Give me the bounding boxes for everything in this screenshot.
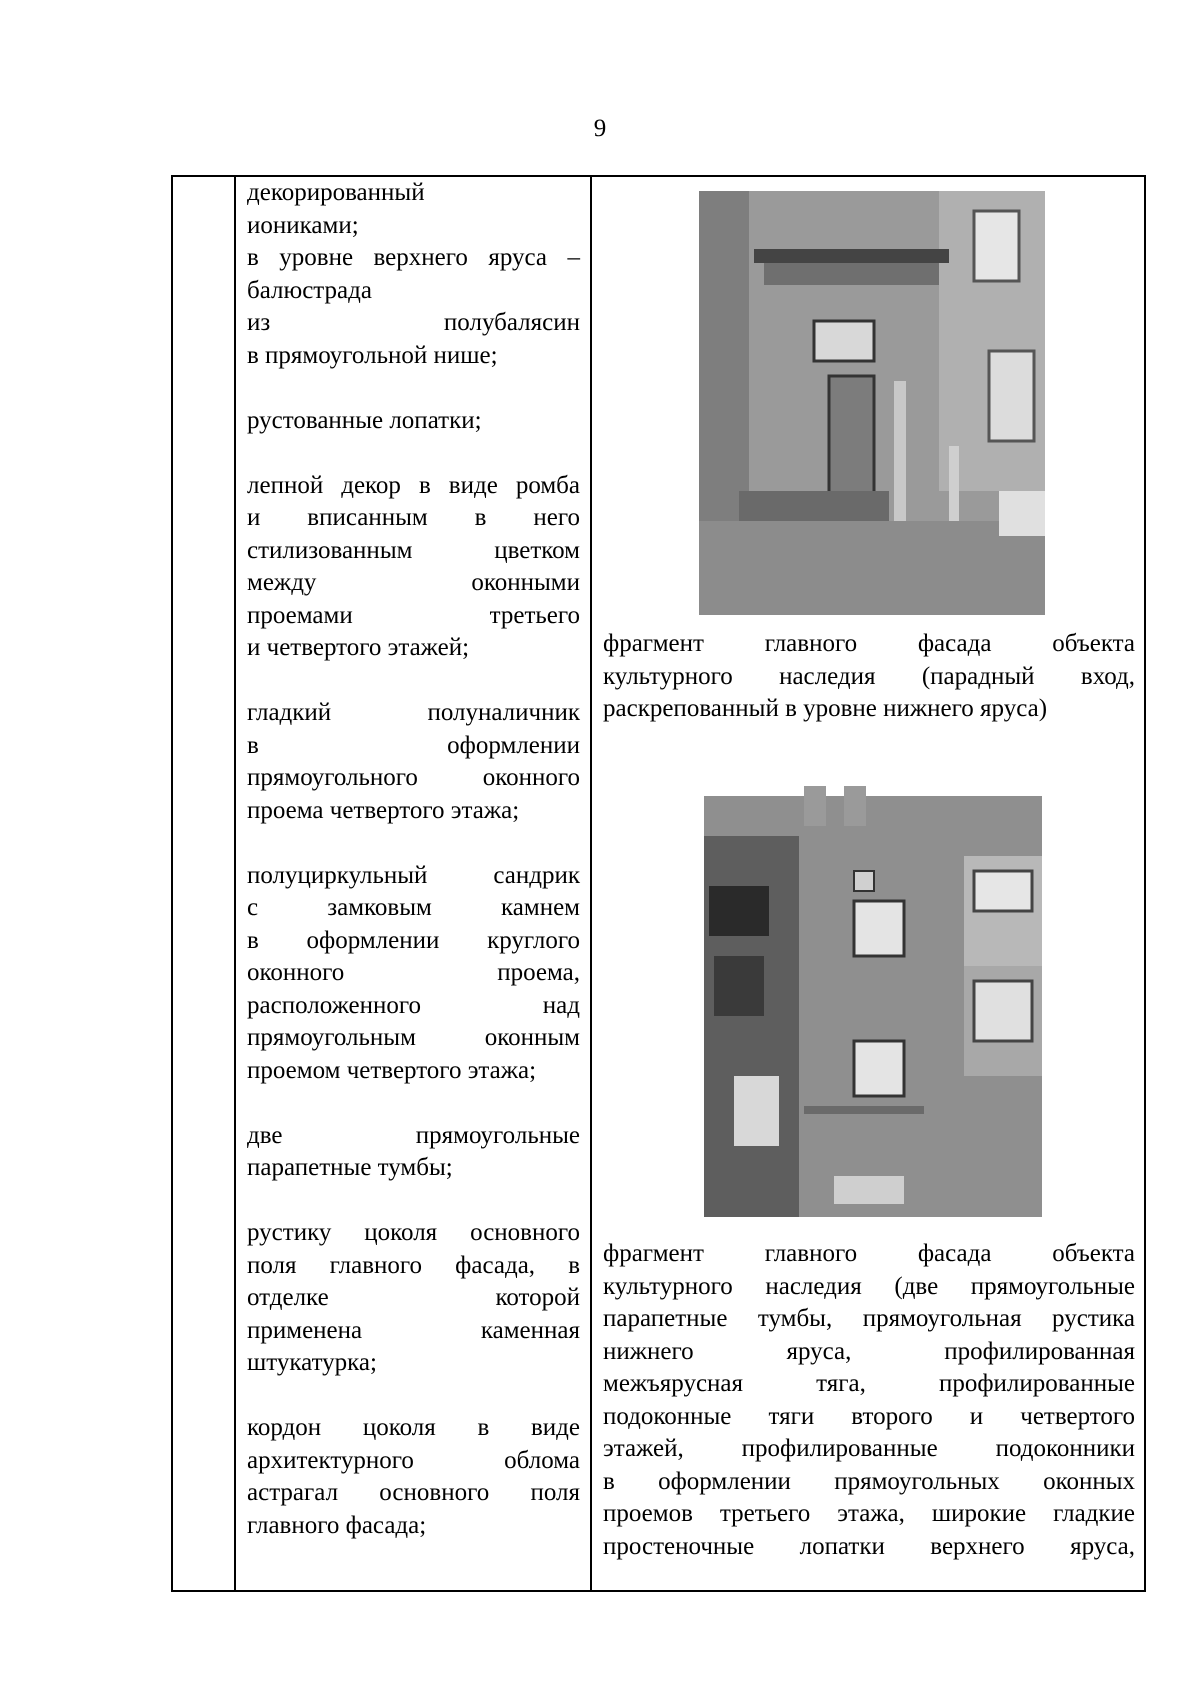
blank-line <box>247 827 580 860</box>
tumbs-photo-caption <box>603 1238 1135 1563</box>
feature-text-line: прямоугольным оконным <box>247 1024 580 1051</box>
blank-line <box>247 1087 580 1120</box>
feature-text-line: две прямоугольные <box>247 1121 580 1149</box>
entrance-photo-caption <box>603 628 1135 726</box>
caption-line: фрагмент главного фасада объекта <box>603 630 1135 657</box>
feature-text-line: между оконными <box>247 569 580 596</box>
feature-text-line: проемом четвертого этажа; <box>247 1056 537 1084</box>
feature-text-line: стилизованным цветком <box>247 536 580 564</box>
feature-text-line: в оформлении круглого <box>247 926 580 954</box>
column-divider-1 <box>234 177 236 1590</box>
blank-line <box>247 372 580 405</box>
feature-text-line: прямоугольного оконного <box>247 764 580 791</box>
features-text-column <box>247 177 580 1542</box>
feature-text-line: в оформлении <box>247 731 580 759</box>
feature-text-line: отделке которой <box>247 1284 580 1311</box>
blank-line <box>247 1380 580 1413</box>
caption-line: культурного наследия (парадный вход, <box>603 662 1135 690</box>
blank-line <box>247 665 580 698</box>
blank-line <box>247 437 580 470</box>
caption-line: проемов третьего этажа, широкие гладкие <box>603 1500 1135 1527</box>
document-table <box>171 175 1146 1592</box>
feature-text-line: в уровне верхнего яруса – <box>247 244 580 271</box>
feature-text-line: рустованные лопатки; <box>247 406 482 434</box>
feature-text-line: расположенного над <box>247 991 580 1019</box>
feature-text-line: поля главного фасада, в <box>247 1251 580 1279</box>
entrance-facade-photo <box>699 191 1045 615</box>
feature-text-line: в прямоугольной нише; <box>247 341 498 369</box>
feature-text-line: и четвертого этажей; <box>247 634 470 661</box>
column-divider-2 <box>590 177 592 1590</box>
caption-line: фрагмент главного фасада объекта <box>603 1240 1135 1267</box>
caption-line: парапетные тумбы, прямоугольная рустика <box>603 1305 1135 1332</box>
feature-text-line: из полубалясин <box>247 309 580 336</box>
feature-text-line: штукатурка; <box>247 1349 377 1376</box>
caption-line: раскрепованный в уровне нижнего яруса) <box>603 695 1048 722</box>
feature-text-line: балюстрада <box>247 276 372 304</box>
caption-line: простеночные лопатки верхнего яруса, <box>603 1532 1135 1560</box>
feature-text-line: проема четвертого этажа; <box>247 796 520 824</box>
feature-text-line: декорированный <box>247 179 425 206</box>
feature-text-line: парапетные тумбы; <box>247 1154 453 1181</box>
feature-text-line: астрагал основного поля <box>247 1479 580 1506</box>
feature-text-line: с замковым камнем <box>247 894 580 921</box>
feature-text-line: и вписанным в него <box>247 504 580 531</box>
caption-line: межъярусная тяга, профилированные <box>603 1370 1135 1397</box>
feature-text-line: оконного проема, <box>247 959 580 986</box>
blank-line <box>247 1185 580 1218</box>
caption-line: нижнего яруса, профилированная <box>603 1337 1135 1365</box>
feature-text-line: архитектурного облома <box>247 1446 580 1474</box>
feature-text-line: рустику цоколя основного <box>247 1219 580 1246</box>
feature-text-line: кордон цоколя в виде <box>247 1414 580 1441</box>
parapet-tumbs-facade-photo <box>704 776 1042 1217</box>
feature-text-line: применена каменная <box>247 1316 580 1344</box>
caption-line: подоконные тяги второго и четвертого <box>603 1402 1135 1430</box>
feature-text-line: проемами третьего <box>247 601 580 629</box>
feature-text-line: гладкий полуналичник <box>247 699 580 726</box>
page-number: 9 <box>593 115 607 142</box>
feature-text-line: полуциркульный сандрик <box>247 861 580 889</box>
feature-text-line: иониками; <box>247 211 359 239</box>
caption-line: культурного наследия (две прямоугольные <box>603 1272 1135 1300</box>
feature-text-line: главного фасада; <box>247 1511 427 1539</box>
caption-line: в оформлении прямоугольных оконных <box>603 1467 1135 1495</box>
caption-line: этажей, профилированные подоконники <box>603 1435 1135 1462</box>
feature-text-line: лепной декор в виде ромба <box>247 471 580 499</box>
